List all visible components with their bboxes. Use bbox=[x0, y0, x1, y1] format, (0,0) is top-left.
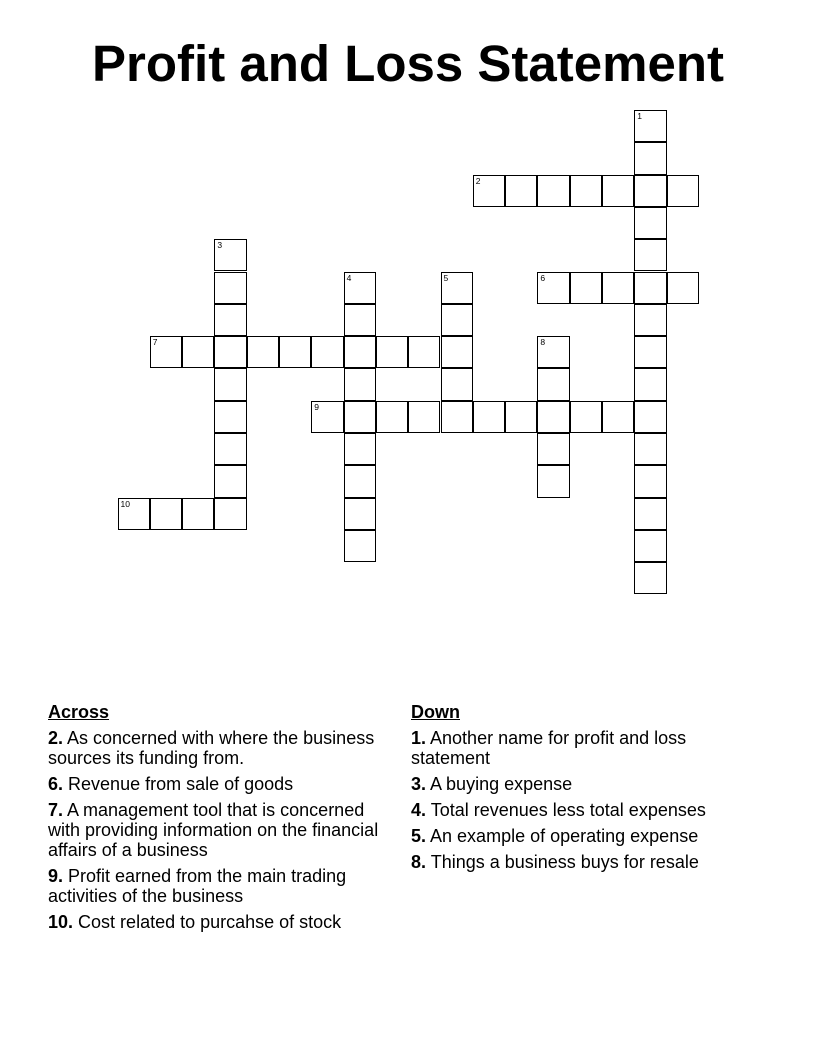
crossword-cell[interactable] bbox=[602, 401, 634, 433]
cell-number: 2 bbox=[475, 175, 481, 186]
clue-text: Total revenues less total expenses bbox=[430, 800, 706, 820]
crossword-cell[interactable] bbox=[182, 498, 214, 530]
crossword-cell[interactable] bbox=[570, 401, 602, 433]
crossword-cell[interactable] bbox=[634, 110, 666, 142]
across-clues bbox=[48, 702, 398, 938]
clue-across-7 bbox=[48, 800, 398, 860]
crossword-cell[interactable] bbox=[634, 304, 666, 336]
crossword-cell[interactable] bbox=[408, 336, 440, 368]
crossword-cell[interactable] bbox=[634, 465, 666, 497]
crossword-cell[interactable] bbox=[634, 142, 666, 174]
cell-number: 6 bbox=[540, 272, 546, 283]
crossword-cell[interactable] bbox=[214, 401, 246, 433]
crossword-cell[interactable] bbox=[214, 465, 246, 497]
cell-number: 5 bbox=[443, 272, 449, 283]
clue-text: A management tool that is concerned with providing information on the financial affairs of a business bbox=[48, 800, 379, 860]
crossword-cell[interactable] bbox=[634, 272, 666, 304]
crossword-cell[interactable] bbox=[537, 336, 569, 368]
crossword-cell[interactable] bbox=[344, 336, 376, 368]
crossword-cell[interactable] bbox=[634, 530, 666, 562]
crossword-cell[interactable] bbox=[214, 272, 246, 304]
crossword-cell[interactable] bbox=[311, 336, 343, 368]
crossword-cell[interactable] bbox=[473, 401, 505, 433]
crossword-cell[interactable] bbox=[602, 272, 634, 304]
clue-number: 2. bbox=[48, 728, 64, 748]
crossword-cell[interactable] bbox=[214, 433, 246, 465]
clue-number: 7. bbox=[48, 800, 64, 820]
cell-number: 4 bbox=[346, 272, 352, 283]
crossword-cell[interactable] bbox=[150, 336, 182, 368]
crossword-cell[interactable] bbox=[214, 498, 246, 530]
crossword-cell[interactable] bbox=[473, 175, 505, 207]
crossword-cell[interactable] bbox=[441, 304, 473, 336]
cell-number: 3 bbox=[217, 240, 223, 251]
crossword-cell[interactable] bbox=[214, 336, 246, 368]
crossword-cell[interactable] bbox=[376, 336, 408, 368]
crossword-cell[interactable] bbox=[214, 304, 246, 336]
clue-number: 4. bbox=[411, 800, 427, 820]
clue-across-10 bbox=[48, 912, 398, 932]
crossword-cell[interactable] bbox=[150, 498, 182, 530]
crossword-cell[interactable] bbox=[537, 272, 569, 304]
clue-text: As concerned with where the business sources its funding from. bbox=[48, 728, 375, 768]
crossword-cell[interactable] bbox=[634, 498, 666, 530]
crossword-cell[interactable] bbox=[537, 401, 569, 433]
clue-text: Things a business buys for resale bbox=[430, 852, 699, 872]
crossword-cell[interactable] bbox=[667, 175, 699, 207]
crossword-cell[interactable] bbox=[311, 401, 343, 433]
clue-down-1 bbox=[411, 728, 761, 768]
crossword-cell[interactable] bbox=[537, 368, 569, 400]
crossword-cell[interactable] bbox=[441, 401, 473, 433]
crossword-cell[interactable] bbox=[247, 336, 279, 368]
crossword-cell[interactable] bbox=[537, 175, 569, 207]
clue-number: 8. bbox=[411, 852, 427, 872]
crossword-cell[interactable] bbox=[408, 401, 440, 433]
crossword-cell[interactable] bbox=[634, 433, 666, 465]
clue-number: 3. bbox=[411, 774, 427, 794]
clue-text: Another name for profit and loss statement bbox=[411, 728, 687, 768]
clue-text: Revenue from sale of goods bbox=[68, 774, 294, 794]
crossword-cell[interactable] bbox=[634, 207, 666, 239]
crossword-cell[interactable] bbox=[441, 336, 473, 368]
crossword-cell[interactable] bbox=[570, 272, 602, 304]
crossword-cell[interactable] bbox=[634, 368, 666, 400]
crossword-cell[interactable] bbox=[634, 175, 666, 207]
crossword-cell[interactable] bbox=[505, 401, 537, 433]
crossword-cell[interactable] bbox=[344, 530, 376, 562]
crossword-cell[interactable] bbox=[537, 465, 569, 497]
clue-number: 6. bbox=[48, 774, 64, 794]
cell-number: 7 bbox=[152, 337, 158, 348]
clue-number: 10. bbox=[48, 912, 74, 932]
crossword-cell[interactable] bbox=[344, 368, 376, 400]
across-heading: Across bbox=[48, 702, 110, 722]
crossword-cell[interactable] bbox=[667, 272, 699, 304]
page-title: Profit and Loss Statement bbox=[92, 35, 724, 92]
clue-down-4 bbox=[411, 800, 761, 820]
crossword-cell[interactable] bbox=[441, 368, 473, 400]
crossword-cell[interactable] bbox=[634, 239, 666, 271]
clue-number: 1. bbox=[411, 728, 427, 748]
cell-number: 9 bbox=[314, 401, 320, 412]
clue-across-2 bbox=[48, 728, 398, 768]
clue-text: An example of operating expense bbox=[430, 826, 699, 846]
crossword-cell[interactable] bbox=[118, 498, 150, 530]
clue-number: 9. bbox=[48, 866, 64, 886]
crossword-cell[interactable] bbox=[182, 336, 214, 368]
crossword-cell[interactable] bbox=[344, 272, 376, 304]
clue-text: Profit earned from the main trading activities of the business bbox=[48, 866, 347, 906]
down-heading: Down bbox=[411, 702, 460, 722]
clue-number: 5. bbox=[411, 826, 427, 846]
crossword-cell[interactable] bbox=[570, 175, 602, 207]
crossword-cell[interactable] bbox=[634, 562, 666, 594]
crossword-cell[interactable] bbox=[344, 304, 376, 336]
clue-across-6 bbox=[48, 774, 398, 794]
clue-down-5 bbox=[411, 826, 761, 846]
crossword-cell[interactable] bbox=[344, 433, 376, 465]
clue-down-3 bbox=[411, 774, 761, 794]
cell-number: 8 bbox=[540, 337, 546, 348]
crossword-cell[interactable] bbox=[344, 401, 376, 433]
crossword-cell[interactable] bbox=[537, 433, 569, 465]
crossword-cell[interactable] bbox=[344, 465, 376, 497]
down-clues bbox=[411, 702, 761, 878]
cell-number: 1 bbox=[637, 111, 643, 121]
crossword-cell[interactable] bbox=[602, 175, 634, 207]
crossword-cell[interactable] bbox=[344, 498, 376, 530]
crossword-cell[interactable] bbox=[634, 336, 666, 368]
cell-number: 10 bbox=[120, 498, 130, 509]
crossword-cell[interactable] bbox=[214, 368, 246, 400]
crossword-cell[interactable] bbox=[214, 239, 246, 271]
crossword-cell[interactable] bbox=[505, 175, 537, 207]
crossword-cell[interactable] bbox=[441, 272, 473, 304]
crossword-cell[interactable] bbox=[634, 401, 666, 433]
crossword-cell[interactable] bbox=[376, 401, 408, 433]
crossword-cell[interactable] bbox=[279, 336, 311, 368]
clue-down-8 bbox=[411, 852, 761, 872]
clue-text: Cost related to purcahse of stock bbox=[78, 912, 342, 932]
clue-text: A buying expense bbox=[430, 774, 573, 794]
clue-across-9 bbox=[48, 866, 398, 906]
